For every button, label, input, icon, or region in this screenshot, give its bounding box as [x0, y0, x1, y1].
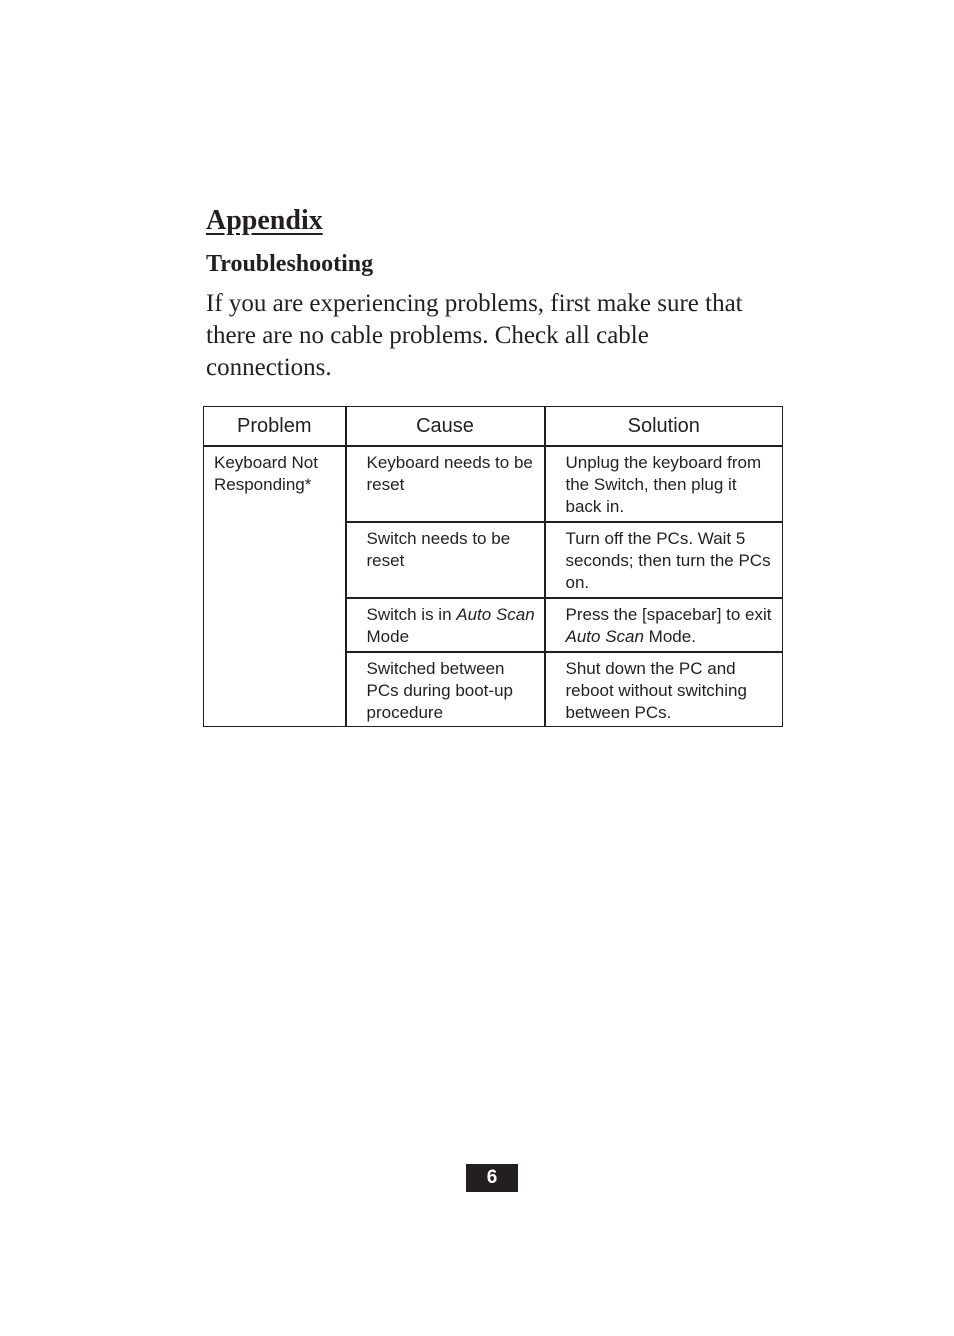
- cause-cell: [346, 598, 545, 652]
- cause-cell: Keyboard needs to be reset: [346, 446, 545, 522]
- solution-cell: [545, 598, 783, 652]
- header-problem: Problem: [204, 407, 346, 447]
- table-row: [204, 446, 783, 522]
- section-title: Troubleshooting: [206, 251, 374, 277]
- page-title: Appendix: [206, 205, 323, 236]
- cause-italic-text: Auto Scan: [456, 605, 535, 624]
- solution-cell: Turn off the PCs. Wait 5 seconds; then turn the PCs on.: [545, 522, 783, 598]
- solution-cell: Unplug the keyboard from the Switch, then plug it back in.: [545, 446, 783, 522]
- problem-cell: Keyboard Not Responding*: [204, 446, 346, 727]
- cause-cell: Switched between PCs during boot-up procedure: [346, 652, 545, 727]
- page-number: 6: [466, 1164, 518, 1192]
- solution-text-end: Mode.: [643, 627, 696, 646]
- cause-text: Switch is in: [366, 605, 457, 624]
- header-solution: Solution: [545, 407, 783, 447]
- solution-cell: Shut down the PC and reboot without switching between PCs.: [545, 652, 783, 727]
- table-header-row: [204, 407, 783, 447]
- intro-paragraph: If you are experiencing problems, first make sure that there are no cable problems. Check all cable connections.: [206, 290, 743, 381]
- solution-text: Press the [spacebar] to exit: [565, 605, 772, 624]
- troubleshooting-table: [203, 406, 783, 727]
- solution-italic-text: Auto Scan: [565, 627, 644, 646]
- cause-text-end: Mode: [366, 627, 410, 646]
- cause-cell: Switch needs to be reset: [346, 522, 545, 598]
- header-cause: Cause: [346, 407, 545, 447]
